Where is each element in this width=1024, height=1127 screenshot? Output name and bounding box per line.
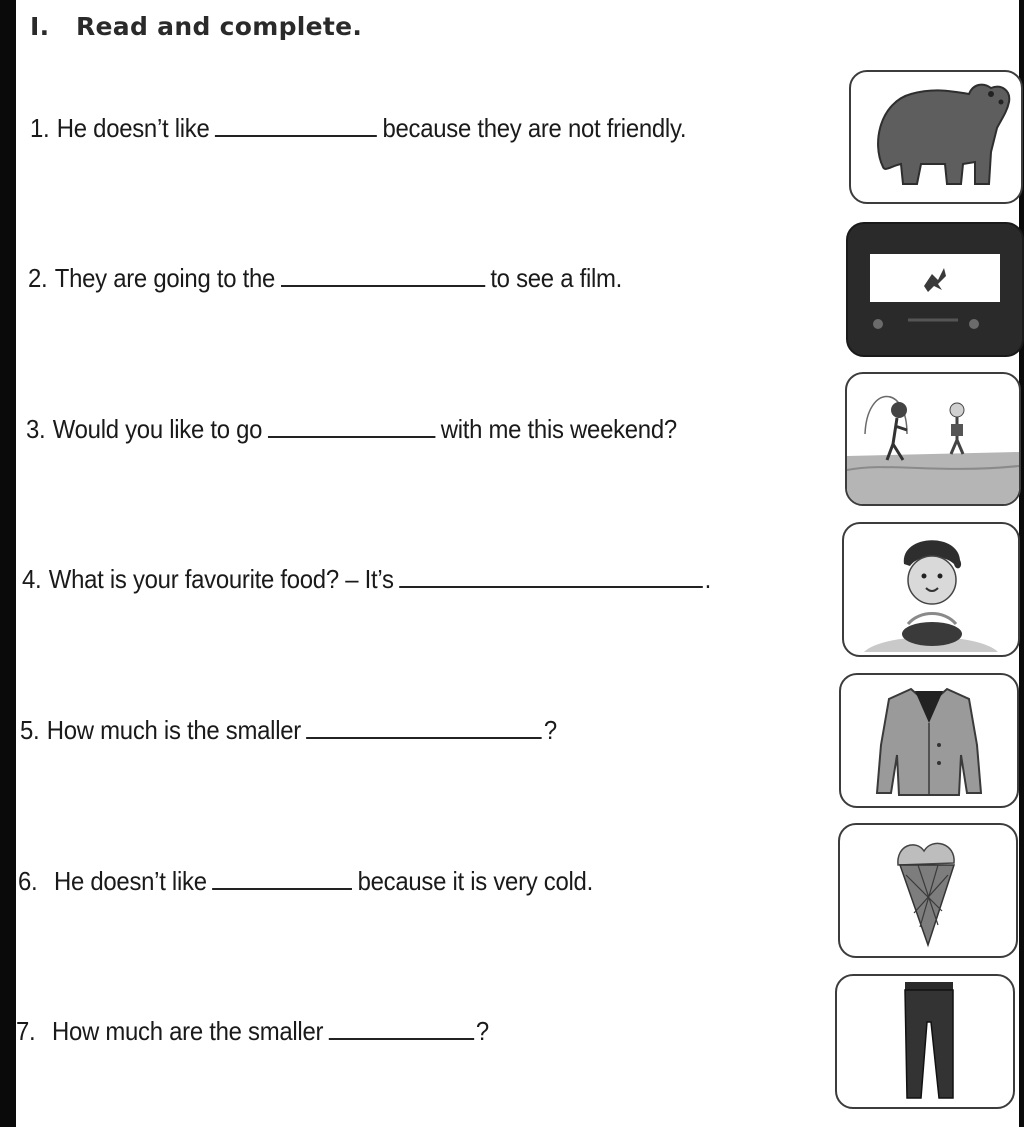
section-title: Read and complete. bbox=[76, 12, 363, 41]
skipping-picture bbox=[845, 372, 1021, 506]
jacket-icon bbox=[841, 675, 1017, 806]
question-text-before: He doesn’t like bbox=[53, 866, 207, 896]
question-text-before: He doesn’t like bbox=[56, 113, 210, 143]
boy-eating-icon bbox=[844, 524, 1018, 655]
jacket-picture bbox=[839, 673, 1019, 808]
page-left-edge bbox=[0, 0, 16, 1127]
trousers-picture bbox=[835, 974, 1015, 1109]
ice-cream-picture bbox=[838, 823, 1018, 958]
question-2 bbox=[28, 263, 622, 294]
section-number: I. bbox=[30, 12, 50, 41]
question-6 bbox=[18, 866, 593, 897]
ice-cream-icon bbox=[840, 825, 1016, 956]
bear-icon bbox=[851, 72, 1021, 202]
answer-blank[interactable] bbox=[329, 1018, 474, 1040]
question-4 bbox=[22, 564, 711, 595]
question-text-after: . bbox=[704, 564, 712, 594]
answer-blank[interactable] bbox=[306, 717, 542, 739]
question-number: 1. bbox=[30, 113, 50, 143]
question-text-after: ? bbox=[543, 715, 557, 745]
question-1 bbox=[30, 113, 686, 144]
noodles-picture bbox=[842, 522, 1020, 657]
cinema-picture bbox=[846, 222, 1024, 357]
question-number: 7. bbox=[16, 1016, 36, 1046]
trousers-icon bbox=[837, 976, 1013, 1107]
question-7 bbox=[16, 1016, 489, 1047]
question-text-before: What is your favourite food? – It’s bbox=[48, 564, 394, 594]
question-text-after: ? bbox=[475, 1016, 489, 1046]
question-5 bbox=[20, 715, 557, 746]
question-number: 6. bbox=[18, 866, 38, 896]
section-heading bbox=[30, 12, 362, 41]
question-text-after: with me this weekend? bbox=[440, 414, 677, 444]
children-playing-icon bbox=[847, 374, 1019, 504]
question-number: 5. bbox=[20, 715, 40, 745]
question-text-after: because it is very cold. bbox=[357, 866, 593, 896]
question-text-before: How much is the smaller bbox=[46, 715, 301, 745]
answer-blank[interactable] bbox=[215, 115, 377, 137]
cinema-screen-icon bbox=[848, 224, 1022, 355]
answer-blank[interactable] bbox=[281, 265, 485, 287]
answer-blank[interactable] bbox=[268, 416, 435, 438]
question-text-before: Would you like to go bbox=[52, 414, 263, 444]
question-3 bbox=[26, 414, 677, 445]
question-number: 2. bbox=[28, 263, 48, 293]
question-text-after: to see a film. bbox=[490, 263, 623, 293]
bear-picture bbox=[849, 70, 1023, 204]
question-text-before: How much are the smaller bbox=[51, 1016, 324, 1046]
question-number: 3. bbox=[26, 414, 46, 444]
question-text-before: They are going to the bbox=[54, 263, 276, 293]
question-text-after: because they are not friendly. bbox=[382, 113, 687, 143]
answer-blank[interactable] bbox=[399, 566, 703, 588]
answer-blank[interactable] bbox=[212, 868, 352, 890]
question-number: 4. bbox=[22, 564, 42, 594]
